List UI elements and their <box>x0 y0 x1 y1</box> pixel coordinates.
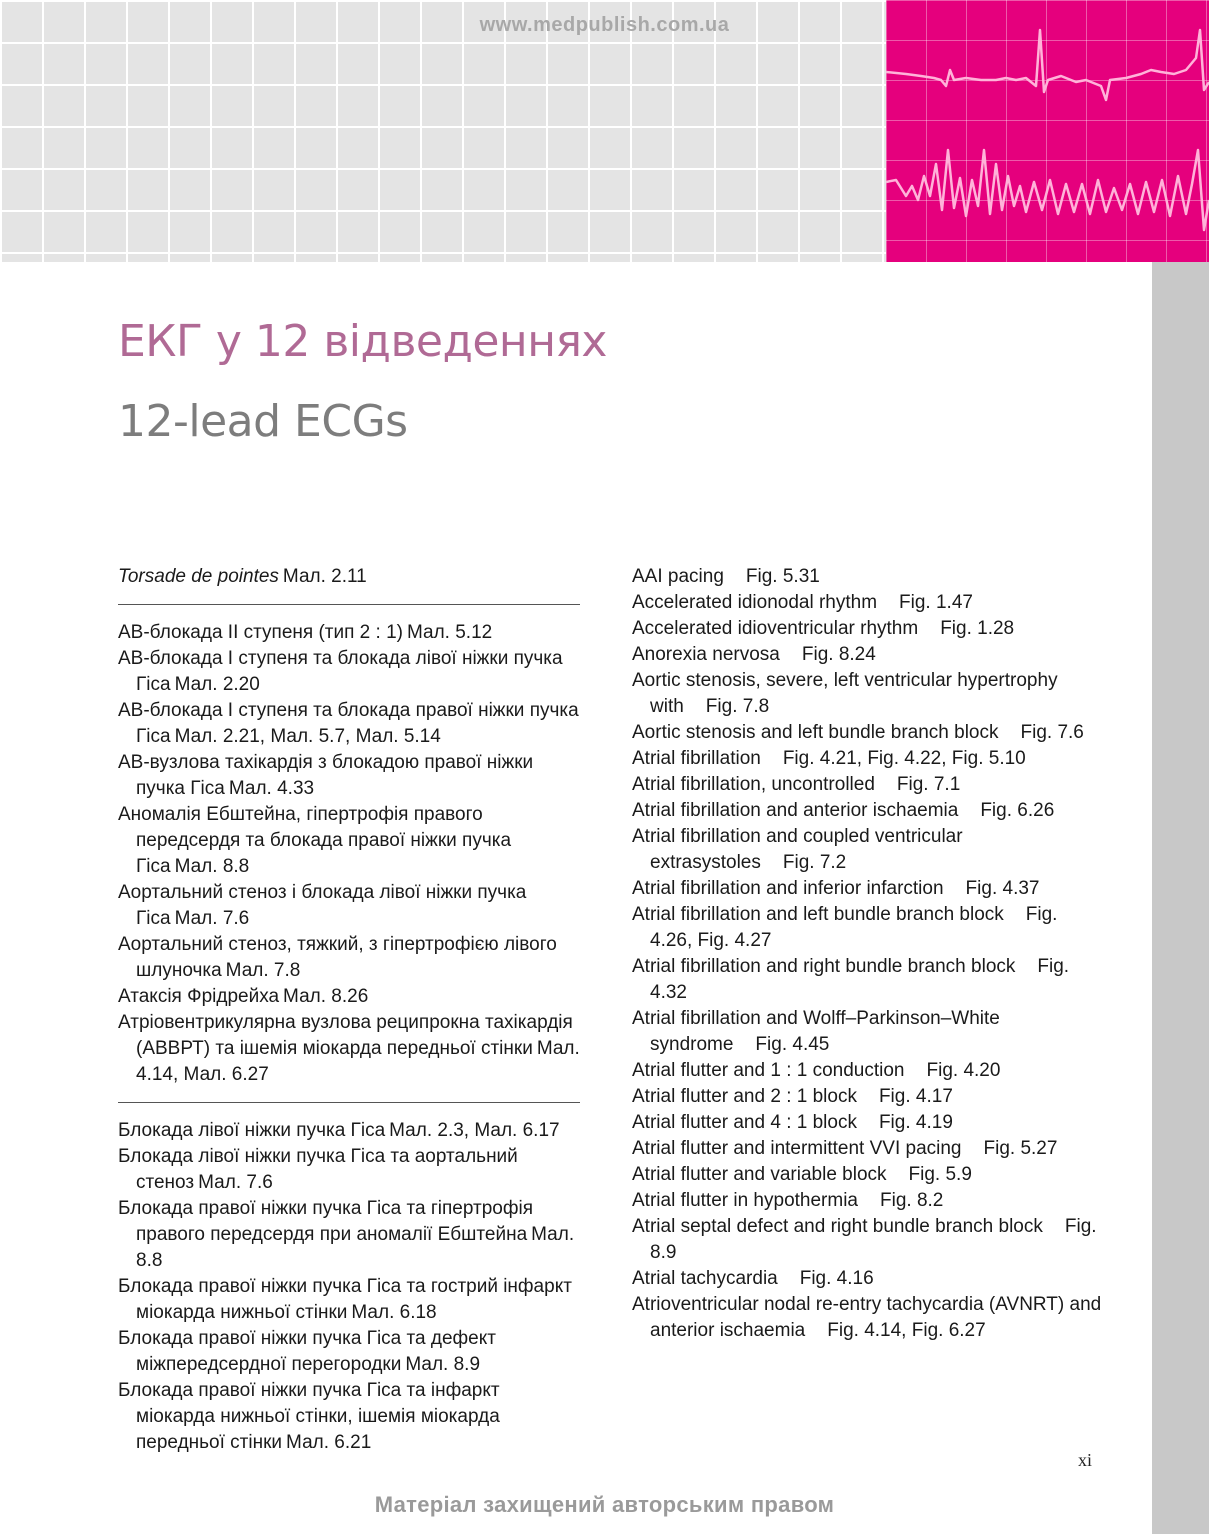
page-title-english: 12-lead ECGs <box>118 396 408 447</box>
section-divider <box>118 604 580 605</box>
ecg-decoration-panel <box>886 0 1209 262</box>
index-term: АВ-блокада I ступеня та блокада правої ніжки пучка Гіса <box>118 700 579 747</box>
index-ref: Fig. 1.47 <box>899 592 973 613</box>
list-item <box>632 1136 1102 1162</box>
list-item <box>118 880 580 932</box>
list-item <box>632 668 1102 720</box>
index-ref: Мал. 8.9 <box>405 1354 481 1375</box>
list-item <box>118 1196 580 1274</box>
index-term: Atrial flutter and 1 : 1 conduction <box>632 1060 905 1081</box>
index-ref: Мал. 8.26 <box>283 986 369 1007</box>
index-column-right <box>632 564 1102 1344</box>
list-item <box>632 1266 1102 1292</box>
list-item <box>632 954 1102 1006</box>
list-item <box>118 932 580 984</box>
index-term: Аномалія Ебштейна, гіпертрофія правого передсердя та блокада правої ніжки пучка Гіса <box>118 804 512 877</box>
index-term: Aortic stenosis and left bundle branch block <box>632 722 999 743</box>
index-ref: Мал. 7.6 <box>174 908 250 929</box>
list-item <box>632 720 1102 746</box>
side-thumb-bar <box>1152 262 1209 1534</box>
index-term: Блокада правої ніжки пучка Гіса та гіпертрофія правого передсердя при аномалії Ебштейна <box>118 1198 533 1245</box>
index-ref: Fig. 5.9 <box>908 1164 972 1185</box>
index-ref: Fig. 7.6 <box>1020 722 1084 743</box>
index-ref: Мал. 7.6 <box>198 1172 273 1193</box>
index-ref: Fig. 4.17 <box>878 1086 953 1107</box>
list-item <box>118 1326 580 1378</box>
index-ref: Fig. 4.37 <box>965 878 1040 899</box>
list-item <box>632 1058 1102 1084</box>
list-item <box>632 590 1102 616</box>
index-term: Atrioventricular nodal re-entry tachycardia (AVNRT) and anterior ischaemia <box>632 1294 1102 1341</box>
list-item <box>118 984 580 1010</box>
list-item <box>632 1110 1102 1136</box>
list-item <box>632 1084 1102 1110</box>
index-term: Atrial flutter in hypothermia <box>632 1190 858 1211</box>
index-term: Аортальний стеноз і блокада лівої ніжки пучка Гіса <box>118 882 527 929</box>
index-term: Atrial fibrillation and anterior ischaemia <box>632 800 959 821</box>
index-term: Atrial fibrillation and left bundle branch block <box>632 904 1004 925</box>
section-divider <box>118 1102 580 1103</box>
page-title-ukrainian: ЕКГ у 12 відведеннях <box>118 316 607 367</box>
page-number: xi <box>1078 1450 1093 1470</box>
list-item <box>118 564 580 590</box>
index-term: Блокада правої ніжки пучка Гіса та дефект міжпередсердної перегородки <box>118 1328 496 1375</box>
list-item <box>632 1292 1102 1344</box>
index-term: Атріовентрикулярна вузлова реципрокна тахікардія (АВВРТ) та ішемія міокарда передньої стінки <box>118 1012 573 1059</box>
list-item <box>632 1162 1102 1188</box>
index-ref: Мал. 2.3, Мал. 6.17 <box>389 1120 560 1141</box>
index-ref: Мал. 5.12 <box>406 622 493 643</box>
index-term: Atrial septal defect and right bundle branch block <box>632 1216 1043 1237</box>
index-term: Atrial tachycardia <box>632 1268 778 1289</box>
index-term: АВ-блокада II ступеня (тип 2 : 1) <box>118 622 403 643</box>
index-ref: Мал. 2.21, Мал. 5.7, Мал. 5.14 <box>174 726 441 747</box>
index-ref: Fig. 5.27 <box>983 1138 1058 1159</box>
index-ref: Мал. 2.20 <box>174 674 260 695</box>
index-term: Accelerated idionodal rhythm <box>632 592 878 613</box>
index-ref: Fig. 4.20 <box>926 1060 1001 1081</box>
index-term: Anorexia nervosa <box>632 644 780 665</box>
index-term: Atrial fibrillation and coupled ventricular extrasystoles <box>632 826 963 873</box>
index-group-1 <box>118 564 580 590</box>
index-term: Аортальний стеноз, тяжкий, з гіпертрофією лівого шлуночка <box>118 934 557 981</box>
index-ref: Мал. 2.11 <box>282 566 367 587</box>
index-term: Atrial fibrillation and Wolff–Parkinson–White syndrome <box>632 1008 1000 1055</box>
index-term: Atrial flutter and intermittent VVI pacing <box>632 1138 962 1159</box>
list-item <box>632 1188 1102 1214</box>
index-ref: Fig. 4.45 <box>755 1034 830 1055</box>
list-item <box>632 746 1102 772</box>
list-item <box>632 902 1102 954</box>
index-ref: Fig. 8.24 <box>801 644 876 665</box>
index-term: Atrial fibrillation and right bundle branch block <box>632 956 1016 977</box>
index-ref: Fig. 5.31 <box>745 566 820 587</box>
list-item <box>118 1144 580 1196</box>
list-item <box>632 564 1102 590</box>
list-item <box>632 616 1102 642</box>
header-grid-band <box>0 0 886 262</box>
index-ref: Мал. 8.8 <box>136 1224 575 1271</box>
index-group-3 <box>118 1118 580 1456</box>
list-item <box>118 1010 580 1088</box>
list-item <box>632 1006 1102 1058</box>
index-ref: Мал. 6.21 <box>286 1432 372 1453</box>
index-ref: Мал. 4.14, Мал. 6.27 <box>136 1038 580 1085</box>
list-item <box>118 750 580 802</box>
list-item <box>118 698 580 750</box>
index-term: АВ-вузлова тахікардія з блокадою правої ніжки пучка Гіса <box>118 752 534 799</box>
index-term: Atrial flutter and variable block <box>632 1164 887 1185</box>
index-ref: Fig. 4.16 <box>799 1268 874 1289</box>
index-ref: Fig. 7.2 <box>782 852 847 873</box>
index-ref: Fig. 6.26 <box>980 800 1055 821</box>
list-item <box>118 1274 580 1326</box>
index-ref: Fig. 4.32 <box>650 956 1070 1003</box>
index-term: Блокада правої ніжки пучка Гіса та гострий інфаркт міокарда нижньої стінки <box>118 1276 572 1323</box>
index-term: Accelerated idioventricular rhythm <box>632 618 919 639</box>
index-ref: Fig. 4.26, Fig. 4.27 <box>650 904 1058 951</box>
list-item <box>632 798 1102 824</box>
index-group-2 <box>118 620 580 1088</box>
list-item <box>118 646 580 698</box>
index-term: Блокада правої ніжки пучка Гіса та інфаркт міокарда нижньої стінки, ішемія міокарда передньої стінки <box>118 1380 500 1453</box>
index-ref: Fig. 8.2 <box>880 1190 944 1211</box>
index-term: Atrial flutter and 2 : 1 block <box>632 1086 857 1107</box>
index-column-left <box>118 564 580 1456</box>
list-item <box>118 1378 580 1456</box>
index-term: Atrial fibrillation and inferior infarction <box>632 878 944 899</box>
index-term: Atrial fibrillation <box>632 748 761 769</box>
copyright-notice: Матеріал захищений авторським правом <box>374 1492 835 1517</box>
index-term: AAI pacing <box>632 566 724 587</box>
index-term: Torsade de pointes <box>118 566 279 587</box>
index-term: Блокада лівої ніжки пучка Гіса та аортальний стеноз <box>118 1146 518 1193</box>
list-item <box>118 1118 580 1144</box>
index-ref: Мал. 4.33 <box>228 778 315 799</box>
index-ref: Fig. 1.28 <box>940 618 1015 639</box>
list-item <box>632 876 1102 902</box>
list-item <box>118 620 580 646</box>
index-ref: Мал. 6.18 <box>351 1302 437 1323</box>
index-ref: Fig. 4.19 <box>878 1112 953 1133</box>
index-term: Блокада лівої ніжки пучка Гіса <box>118 1120 386 1141</box>
list-item <box>632 824 1102 876</box>
index-ref: Мал. 8.8 <box>174 856 250 877</box>
list-item <box>632 772 1102 798</box>
index-term: Atrial fibrillation, uncontrolled <box>632 774 875 795</box>
index-ref: Fig. 8.9 <box>650 1216 1097 1263</box>
list-item <box>118 802 580 880</box>
index-term: Атаксія Фрідрейха <box>118 986 280 1007</box>
index-ref: Fig. 7.8 <box>705 696 770 717</box>
index-ref: Мал. 7.8 <box>225 960 301 981</box>
index-ref: Fig. 4.21, Fig. 4.22, Fig. 5.10 <box>782 748 1026 769</box>
ecg-trace-icon <box>886 0 1209 262</box>
index-term: Atrial flutter and 4 : 1 block <box>632 1112 857 1133</box>
index-term: АВ-блокада I ступеня та блокада лівої ніжки пучка Гіса <box>118 648 563 695</box>
website-watermark: www.medpublish.com.ua <box>479 14 730 36</box>
index-term: Aortic stenosis, severe, left ventricular hypertrophy with <box>632 670 1058 717</box>
index-ref: Fig. 4.14, Fig. 6.27 <box>827 1320 986 1341</box>
index-ref: Fig. 7.1 <box>896 774 961 795</box>
list-item <box>632 1214 1102 1266</box>
list-item <box>632 642 1102 668</box>
